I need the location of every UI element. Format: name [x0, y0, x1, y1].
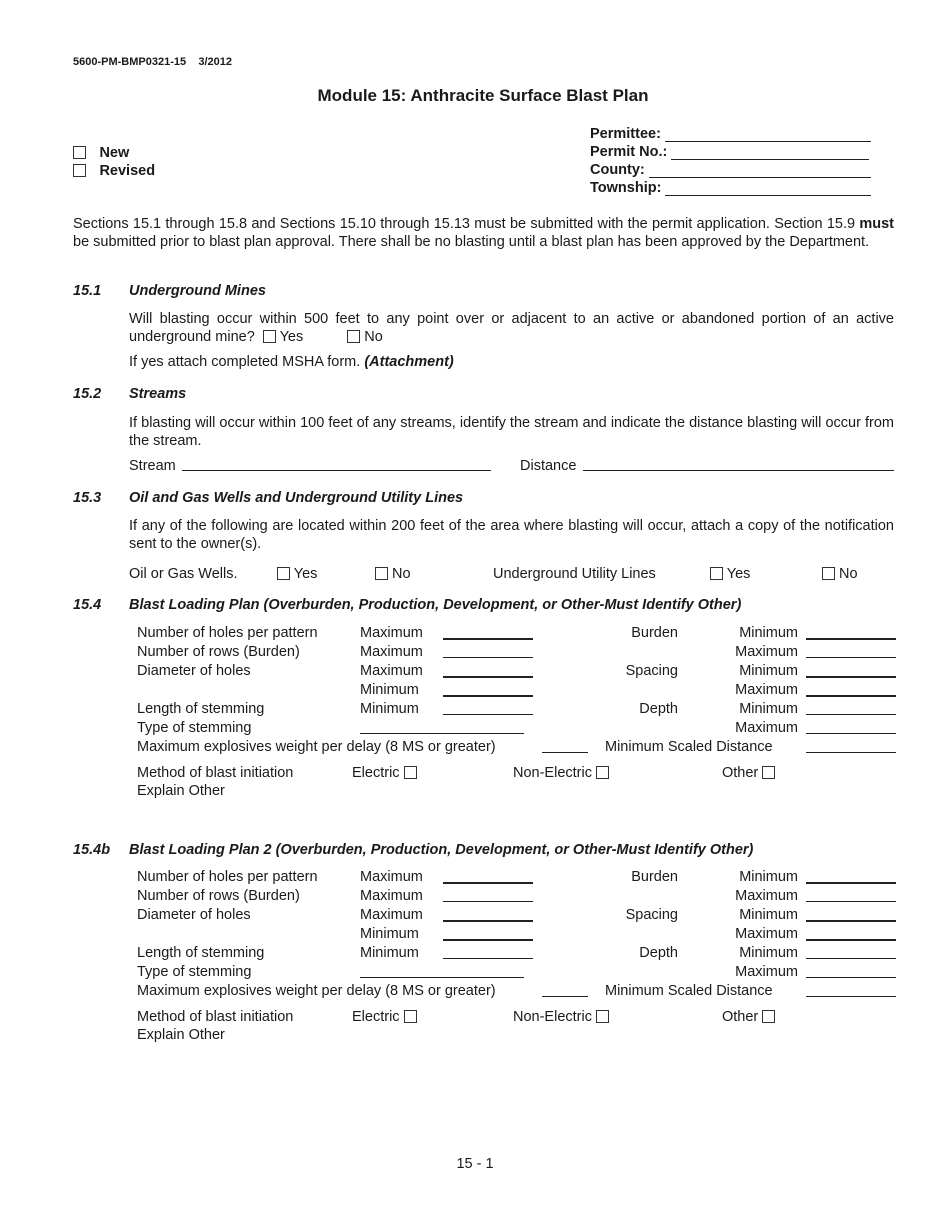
- county-field: County:: [590, 162, 871, 178]
- plan1-dimension-input[interactable]: [806, 638, 896, 640]
- wells-paragraph: If any of the following are located within 200 feet of the area where blasting will occur, attach a copy of the notification sent to the owner(s).: [129, 518, 894, 552]
- msha-attachment-note: If yes attach completed MSHA form. (Attachment): [129, 354, 454, 370]
- plan1-dimension-input[interactable]: [806, 657, 896, 658]
- page-number: 15 - 1: [456, 1156, 494, 1172]
- plan1-electric-checkbox[interactable]: [404, 766, 417, 779]
- streams-paragraph: If blasting will occur within 100 feet of any streams, identify the stream and indicate the distance blasting will occur from the stream.: [129, 415, 894, 449]
- plan2-dimension-input[interactable]: [806, 958, 896, 959]
- plan2-non-electric-option[interactable]: Non-Electric: [513, 1009, 609, 1025]
- plan1-dimension-input[interactable]: [806, 733, 896, 734]
- permit-no-input[interactable]: [671, 146, 869, 160]
- plan1-max-weight-label: Maximum explosives weight per delay (8 MS or greater): [137, 739, 496, 755]
- section-15-1-title: Underground Mines: [129, 283, 266, 299]
- plan1-electric-option[interactable]: Electric: [352, 765, 417, 781]
- plan2-dimension-limit-label: Minimum: [739, 907, 798, 923]
- plan2-dimension-input[interactable]: [806, 882, 896, 884]
- plan2-dimension-limit-label: Minimum: [739, 945, 798, 961]
- wells-no-option[interactable]: No: [375, 566, 411, 582]
- plan2-value-input[interactable]: [443, 939, 533, 941]
- plan1-row-label: Number of rows (Burden): [137, 644, 300, 660]
- plan1-limit-label: Maximum: [360, 644, 423, 660]
- plan2-electric-option[interactable]: Electric: [352, 1009, 417, 1025]
- plan1-other-option[interactable]: Other: [722, 765, 775, 781]
- section-15-4-number: 15.4: [73, 597, 102, 613]
- plan2-limit-label: Maximum: [360, 888, 423, 904]
- plan2-dimension-limit-label: Minimum: [739, 869, 798, 885]
- plan1-dimension-limit-label: Minimum: [739, 663, 798, 679]
- intro-paragraph: Sections 15.1 through 15.8 and Sections 15.10 through 15.13 must be submitted with the permit application. Section 15.9 must be submitted prior to blast plan approval. There shall be no blasting until a blast plan has been approved by the Department.: [73, 216, 895, 250]
- plan1-limit-label: Maximum: [360, 625, 423, 641]
- plan1-dimension-limit-label: Minimum: [739, 701, 798, 717]
- plan2-non-electric-checkbox[interactable]: [596, 1010, 609, 1023]
- plan1-row-label: Number of holes per pattern: [137, 625, 318, 641]
- plan1-dimension-limit-label: Maximum: [735, 682, 798, 698]
- plan1-row-label: Diameter of holes: [137, 663, 251, 679]
- underground-yes-checkbox[interactable]: [263, 330, 276, 343]
- new-checkbox[interactable]: [73, 146, 86, 159]
- plan2-limit-label: Minimum: [360, 926, 419, 942]
- section-15-2-number: 15.2: [73, 386, 102, 402]
- utility-yes-checkbox[interactable]: [710, 567, 723, 580]
- distance-label: Distance: [520, 458, 577, 474]
- wells-yes-option[interactable]: Yes: [277, 566, 317, 582]
- plan1-dimension-label: Depth: [639, 701, 678, 717]
- plan2-row-label: Number of holes per pattern: [137, 869, 318, 885]
- plan2-limit-label: Maximum: [360, 869, 423, 885]
- plan2-min-scaled-input[interactable]: [806, 996, 896, 997]
- section-15-1-number: 15.1: [73, 283, 102, 299]
- plan2-dimension-input[interactable]: [806, 977, 896, 978]
- underground-no-checkbox[interactable]: [347, 330, 360, 343]
- plan1-explain-other-label: Explain Other: [137, 783, 225, 799]
- plan2-max-weight-input[interactable]: [542, 996, 588, 997]
- section-15-4-title: Blast Loading Plan (Overburden, Production, Development, or Other-Must Identify Other): [129, 597, 742, 613]
- utility-yes-option[interactable]: Yes: [710, 566, 750, 582]
- plan2-min-scaled-label: Minimum Scaled Distance: [605, 983, 773, 999]
- plan2-limit-label: Maximum: [360, 907, 423, 923]
- plan1-value-input[interactable]: [443, 695, 533, 697]
- plan1-limit-label: Minimum: [360, 701, 419, 717]
- plan2-dimension-input[interactable]: [806, 939, 896, 941]
- plan2-value-input[interactable]: [443, 958, 533, 959]
- permit-no-field: Permit No.:: [590, 144, 869, 160]
- plan1-min-scaled-input[interactable]: [806, 752, 896, 753]
- document-id: 5600-PM-BMP0321-15 3/2012: [73, 56, 233, 68]
- plan2-row-label: Number of rows (Burden): [137, 888, 300, 904]
- stream-input[interactable]: [182, 470, 491, 471]
- document-date: 3/2012: [198, 56, 233, 68]
- plan2-row-label: Type of stemming: [137, 964, 252, 980]
- plan1-max-weight-input[interactable]: [542, 752, 588, 753]
- county-input[interactable]: [649, 164, 871, 178]
- plan2-dimension-label: Burden: [631, 869, 678, 885]
- plan1-dimension-label: Spacing: [625, 663, 678, 679]
- wells-yes-checkbox[interactable]: [277, 567, 290, 580]
- plan1-value-input[interactable]: [443, 676, 533, 678]
- plan1-dimension-limit-label: Minimum: [739, 625, 798, 641]
- section-15-4b-number: 15.4b: [73, 842, 111, 858]
- plan2-initiation-label: Method of blast initiation: [137, 1009, 294, 1025]
- revised-checkbox[interactable]: [73, 164, 86, 177]
- plan1-value-input[interactable]: [443, 714, 533, 715]
- permittee-field: Permittee:: [590, 126, 871, 142]
- underground-mine-question: Will blasting occur within 500 feet to any point over or adjacent to an active or abandoned portion of an active underground mine? Yes No: [129, 311, 894, 345]
- section-15-3-number: 15.3: [73, 490, 102, 506]
- plan2-value-input[interactable]: [443, 901, 533, 902]
- plan2-electric-checkbox[interactable]: [404, 1010, 417, 1023]
- distance-input[interactable]: [583, 470, 894, 471]
- section-15-2-title: Streams: [129, 386, 187, 402]
- plan2-dimension-limit-label: Maximum: [735, 888, 798, 904]
- plan2-stemming-type-input[interactable]: [360, 977, 524, 978]
- plan2-other-option[interactable]: Other: [722, 1009, 775, 1025]
- wells-label: Oil or Gas Wells.: [129, 566, 238, 582]
- plan1-limit-label: Minimum: [360, 682, 419, 698]
- section-15-3-title: Oil and Gas Wells and Underground Utility Lines: [129, 490, 464, 506]
- plan1-non-electric-checkbox[interactable]: [596, 766, 609, 779]
- plan1-value-input[interactable]: [443, 638, 533, 640]
- plan2-row-label: Diameter of holes: [137, 907, 251, 923]
- plan1-non-electric-option[interactable]: Non-Electric: [513, 765, 609, 781]
- plan2-dimension-input[interactable]: [806, 920, 896, 922]
- plan1-dimension-input[interactable]: [806, 676, 896, 678]
- plan1-other-checkbox[interactable]: [762, 766, 775, 779]
- page-title: Module 15: Anthracite Surface Blast Plan: [317, 86, 649, 105]
- utility-no-option[interactable]: No: [822, 566, 858, 582]
- plan2-value-input[interactable]: [443, 882, 533, 884]
- plan2-dimension-input[interactable]: [806, 901, 896, 902]
- plan2-row-label: Length of stemming: [137, 945, 265, 961]
- plan1-dimension-input[interactable]: [806, 714, 896, 715]
- plan1-stemming-type-input[interactable]: [360, 733, 524, 734]
- plan2-dimension-label: Spacing: [625, 907, 678, 923]
- plan1-limit-label: Maximum: [360, 663, 423, 679]
- permittee-input[interactable]: [665, 128, 871, 142]
- plan1-initiation-label: Method of blast initiation: [137, 765, 294, 781]
- plan2-max-weight-label: Maximum explosives weight per delay (8 MS or greater): [137, 983, 496, 999]
- plan1-dimension-label: Burden: [631, 625, 678, 641]
- new-option[interactable]: New: [73, 144, 129, 162]
- plan2-value-input[interactable]: [443, 920, 533, 922]
- stream-label: Stream: [129, 458, 176, 474]
- plan1-row-label: Length of stemming: [137, 701, 265, 717]
- plan1-dimension-input[interactable]: [806, 695, 896, 697]
- revised-option[interactable]: Revised: [73, 162, 155, 180]
- township-field: Township:: [590, 180, 871, 196]
- wells-no-checkbox[interactable]: [375, 567, 388, 580]
- plan1-min-scaled-label: Minimum Scaled Distance: [605, 739, 773, 755]
- township-input[interactable]: [665, 182, 871, 196]
- plan1-dimension-limit-label: Maximum: [735, 644, 798, 660]
- utility-no-checkbox[interactable]: [822, 567, 835, 580]
- plan1-dimension-limit-label: Maximum: [735, 720, 798, 736]
- plan2-other-checkbox[interactable]: [762, 1010, 775, 1023]
- plan1-value-input[interactable]: [443, 657, 533, 658]
- utility-label: Underground Utility Lines: [493, 566, 656, 582]
- plan2-dimension-limit-label: Maximum: [735, 964, 798, 980]
- plan2-explain-other-label: Explain Other: [137, 1027, 225, 1043]
- plan2-dimension-limit-label: Maximum: [735, 926, 798, 942]
- plan2-limit-label: Minimum: [360, 945, 419, 961]
- plan1-row-label: Type of stemming: [137, 720, 252, 736]
- section-15-4b-title: Blast Loading Plan 2 (Overburden, Production, Development, or Other-Must Identify Other): [129, 842, 754, 858]
- plan2-dimension-label: Depth: [639, 945, 678, 961]
